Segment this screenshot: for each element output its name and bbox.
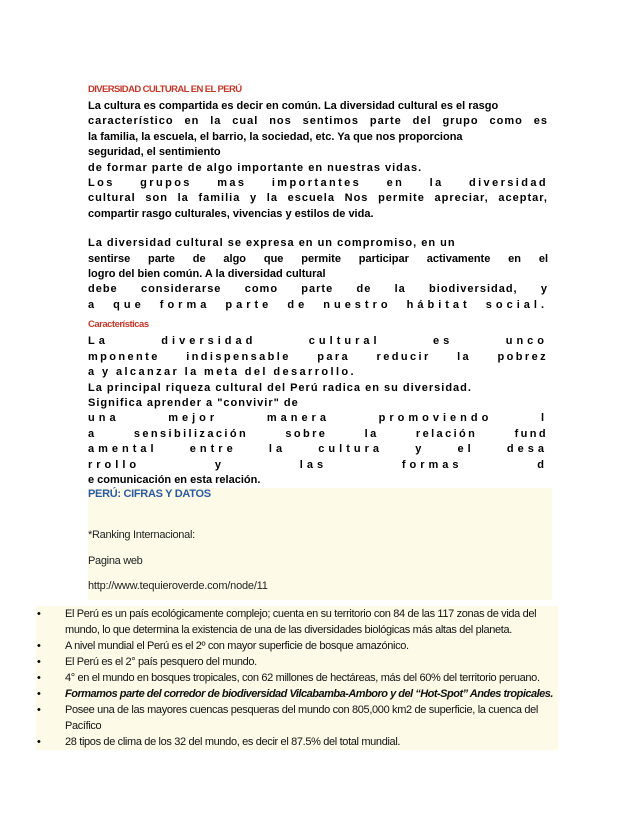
text-line: La diversidad cultural se expresa en un compromiso, en un (88, 237, 456, 250)
text-line: la familia, la escuela, el barrio, la sociedad, etc. Ya que nos proporciona (88, 130, 463, 143)
box-title: PERÚ: CIFRAS Y DATOS (88, 488, 211, 500)
text-line: de formar parte de algo importante en nuestras vidas. (88, 161, 423, 174)
text-line: La principal riqueza cultural del Perú radica en su diversidad. (88, 381, 472, 394)
list-item-text: El Perú es un país ecológicamente complejo; cuenta en su territorio con 84 de las 117 zonas de vida del mundo, lo que determina la existencia de una de las diversidades biológicas más altas del planeta. (65, 608, 537, 636)
bullet-icon: • (37, 640, 41, 652)
paragraph-intro (88, 99, 548, 222)
bullet-icon: • (37, 736, 41, 748)
web-label: Pagina web (88, 555, 143, 567)
list-item-text: A nivel mundial el Perú es el 2º con mayor superficie de bosque amazónico. (65, 640, 409, 652)
list-item-text: 4° en el mundo en bosques tropicales, con 62 millones de hectáreas, más del 60% del territorio peruano. (65, 672, 540, 684)
text-line: sentirse parte de algo que permite participar activamente en el (88, 252, 548, 265)
text-line: La cultura es compartida es decir en común. La diversidad cultural es el rasgo (88, 100, 499, 112)
list-item (36, 606, 558, 638)
text-line: cultural son la familia y la escuela Nos permite apreciar, aceptar, (88, 192, 548, 205)
text-line: mponente indispensable para reducir la pobrez (88, 350, 548, 363)
bullet-icon: • (37, 688, 41, 700)
document-heading: DIVERSIDAD CULTURAL EN EL PERÚ (88, 84, 242, 95)
text-line: a sensibilización sobre la relación fund (88, 427, 548, 440)
text-line: una mejor manera promoviendo l (88, 412, 548, 425)
text-line: Significa aprender a "convivir" de (88, 396, 299, 409)
cifras-box (88, 488, 552, 600)
list-item (36, 654, 558, 670)
list-item-text: Formamos parte del corredor de biodiversidad Vilcabamba-Amboro y del “Hot-Spot” Andes tropicales. (65, 688, 553, 700)
list-item (36, 686, 558, 702)
list-item-text: 28 tipos de clima de los 32 del mundo, es decir el 87.5% del total mundial. (65, 736, 401, 748)
list-item-text: El Perú es el 2° país pesquero del mundo. (65, 656, 257, 668)
text-line: a que forma parte de nuestro hábitat social. (88, 298, 548, 311)
bullet-icon: • (37, 672, 41, 684)
main-text (88, 84, 548, 488)
text-line: Los grupos mas importantes en la diversidad (88, 177, 548, 190)
text-line: e comunicación en esta relación. (88, 473, 261, 486)
paragraph-expresion (88, 236, 548, 313)
list-item (36, 734, 558, 750)
list-item (36, 638, 558, 654)
text-line: logro del bien común. A la diversidad cultural (88, 268, 326, 281)
list-item (36, 702, 558, 734)
bullet-icon: • (37, 656, 41, 668)
text-line: compartir rasgo culturales, vivencias y estilos de vida. (88, 207, 374, 220)
paragraph-caracteristicas (88, 334, 548, 488)
list-item-text: Posee una de las mayores cuencas pesqueras del mundo con 805,000 km2 de superficie, la cuenca del Pacífico (65, 704, 538, 732)
bullet-icon: • (37, 704, 41, 716)
ranking-label: *Ranking Internacional: (88, 529, 195, 541)
text-line: debe considerarse como parte de la biodiversidad, y (88, 283, 548, 296)
text-line: amental entre la cultura y el desa (88, 443, 548, 456)
text-line: seguridad, el sentimiento (88, 146, 221, 159)
text-line: La diversidad cultural es unco (88, 335, 548, 348)
facts-list (36, 606, 558, 750)
text-line: a y alcanzar la meta del desarrollo. (88, 366, 356, 379)
text-line: característico en la cual nos sentimos parte del grupo como es (88, 115, 548, 128)
caracteristicas-heading: Características (88, 319, 149, 331)
list-item (36, 670, 558, 686)
text-line: rrollo y las formas d (88, 458, 548, 471)
bullet-icon: • (37, 608, 41, 620)
source-link[interactable]: http://www.tequieroverde.com/node/11 (88, 580, 268, 592)
